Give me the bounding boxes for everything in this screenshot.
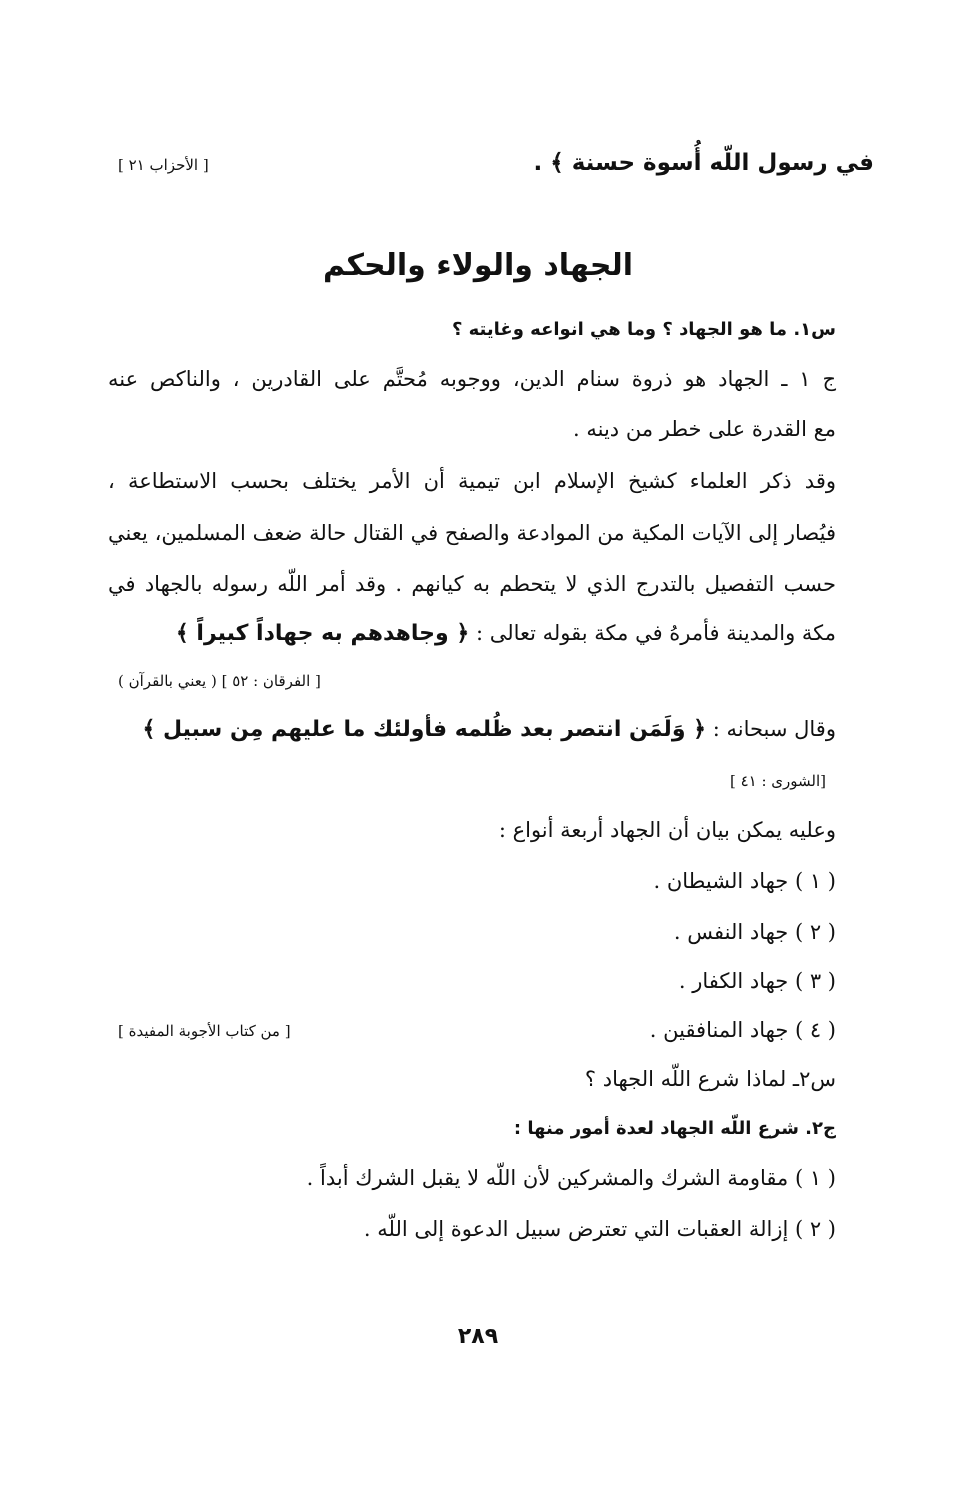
header-quote-reference: [ الأحزاب ٢١ ] (118, 156, 209, 174)
paragraph-line-4-text: مكة والمدينة فأمرهُ في مكة بقوله تعالى : (475, 621, 836, 645)
type-item: ( ٤ ) جهاد المنافقين . (649, 1018, 836, 1042)
question-1: س١. ما هو الجهاد ؟ وما هي انواعه وغايته ؟ (451, 319, 836, 340)
type-item: ( ٢ ) جهاد النفس . (673, 920, 836, 944)
answer-2-item: ( ١ ) مقاومة الشرك والمشركين لأن اللّه لا يقبل الشرك أبداً . (306, 1166, 836, 1190)
answer-1-line-1: ج ١ ـ الجهاد هو ذروة سنام الدين، ووجوبه مُحتَّم على القادرين ، والناكص عنه (108, 367, 837, 391)
answer-2-heading: ج٢. شرع اللّه الجهاد لعدة أمور منها : (513, 1118, 836, 1139)
header-quote: في رسول اللّه أُسوة حسنة ﴾ . (533, 150, 874, 176)
verse-2-line (143, 714, 837, 745)
question-2: س٢ـ لماذا شرع اللّه الجهاد ؟ (584, 1067, 836, 1091)
answer-2-item: ( ٢ ) إزالة العقبات التي تعترض سبيل الدعوة إلى اللّه . (363, 1217, 836, 1241)
paragraph-line-2: فيُصار إلى الآيات المكية من الموادعة والصفح في القتال حالة ضعف المسلمين، يعني (108, 521, 836, 545)
types-intro: وعليه يمكن بيان أن الجهاد أربعة أنواع : (498, 818, 836, 842)
page-number: ٢٨٩ (457, 1324, 499, 1349)
type-item: ( ١ ) جهاد الشيطان . (653, 869, 836, 893)
type-item: ( ٣ ) جهاد الكفار . (678, 969, 836, 993)
paragraph-line-4 (176, 618, 836, 649)
page-title: الجهاد والولاء والحكم (323, 248, 633, 283)
verse-1-reference: [ الفرقان : ٥٢ ] ( يعني بالقرآن ) (118, 672, 321, 690)
answer-1-line-2: مع القدرة على خطر من دينه . (573, 417, 836, 441)
verse-2-intro: وقال سبحانه : (712, 717, 836, 741)
paragraph-line-3: حسب التفصيل بالتدرج الذي لا يتحطم به كيانهم . وقد أمر اللّه رسوله بالجهاد في (108, 572, 836, 596)
paragraph-line-1: وقد ذكر العلماء كشيخ الإسلام ابن تيمية أن الأمر يختلف بحسب الاستطاعة ، (108, 469, 836, 493)
quran-verse-2: ﴿ وَلَمَن انتصر بعد ظُلمه فأولئك ما عليهم مِن سبيل ﴾ (142, 717, 707, 742)
source-reference: [ من كتاب الأجوبة المفيدة ] (118, 1022, 291, 1040)
verse-2-reference: [الشورى : ٤١ ] (729, 772, 826, 790)
quran-verse-1: ﴿ وجاهدهم به جهاداً كبيراً ﴾ (175, 621, 470, 646)
